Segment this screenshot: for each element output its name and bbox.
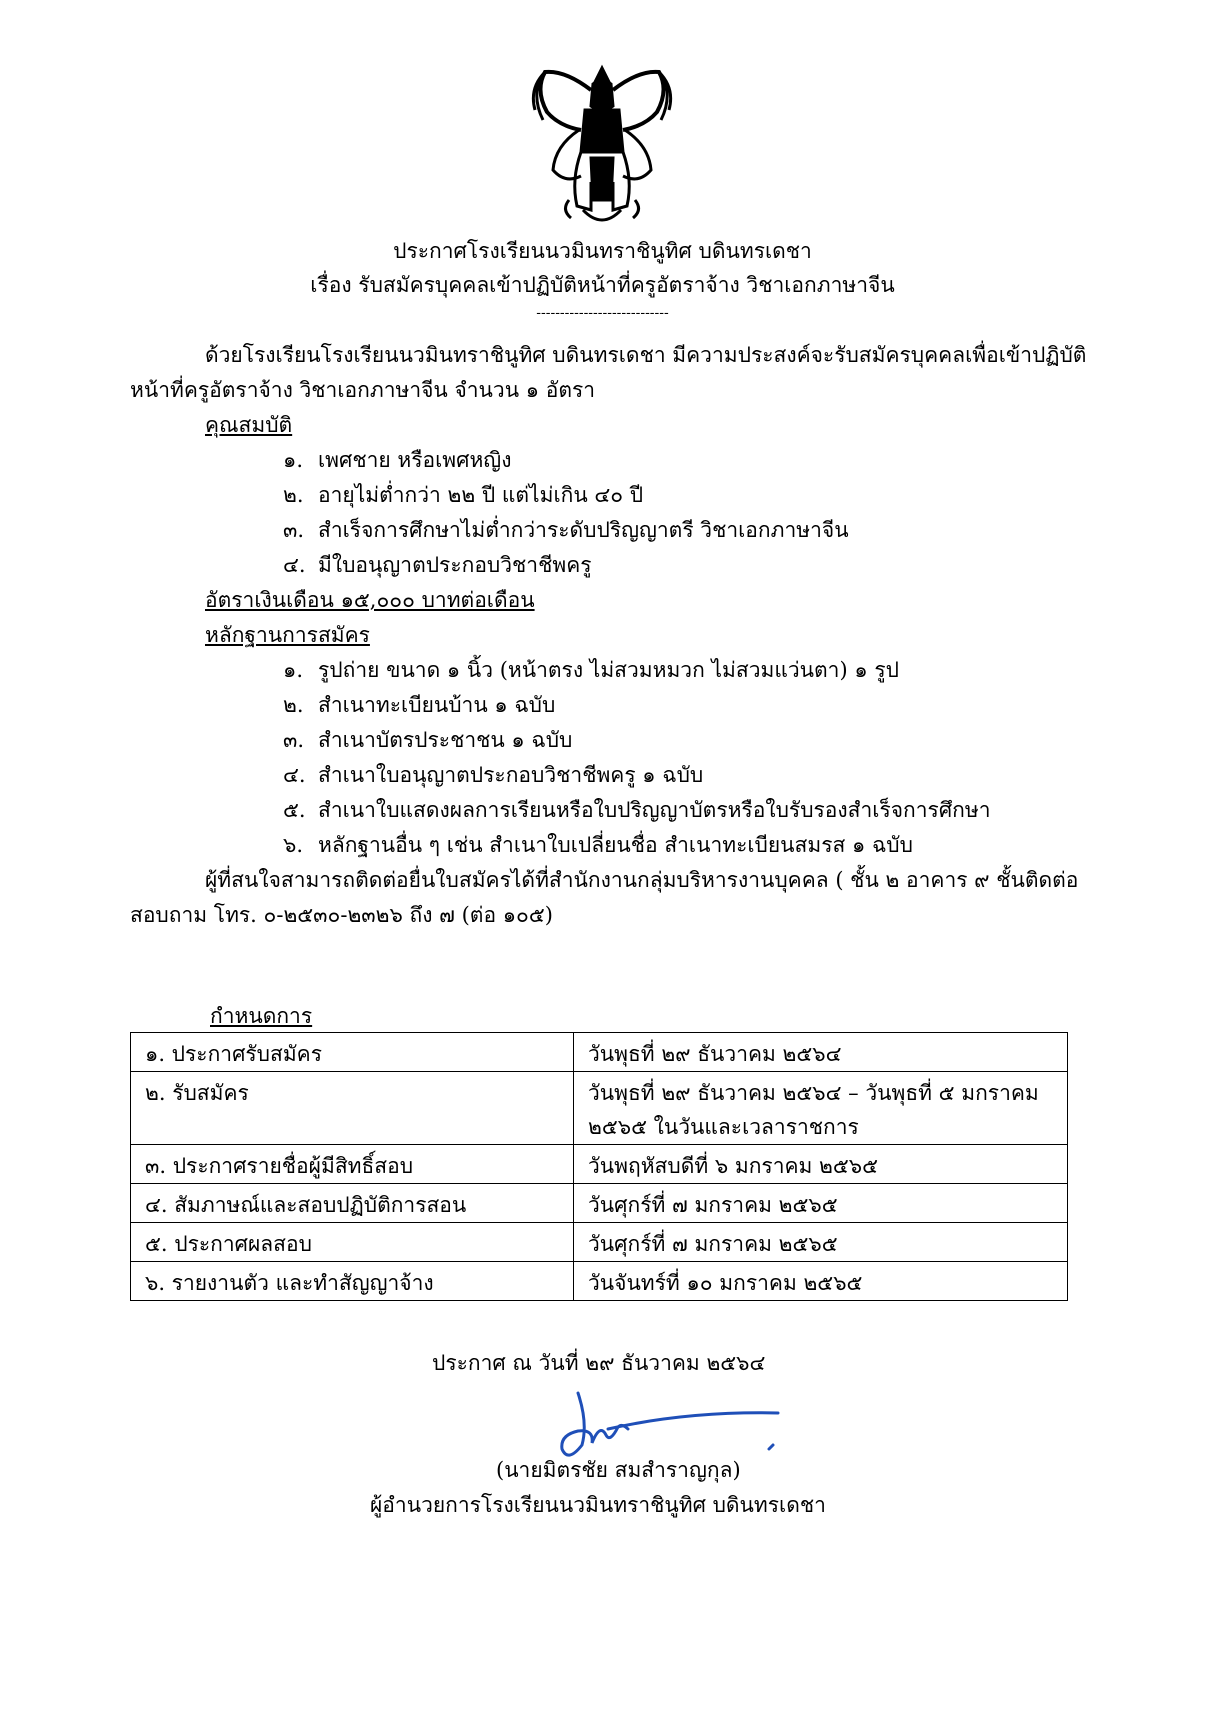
signatory-name: (นายมิตรชัย สมสำราญกุล) <box>496 1458 741 1482</box>
document-number: ๔. <box>283 763 306 787</box>
table-row <box>131 1033 1068 1072</box>
schedule-date: วันพุธที่ ๒๙ ธันวาคม ๒๕๖๔ <box>574 1033 1068 1072</box>
schedule-date: วันศุกร์ที่ ๗ มกราคม ๒๕๖๕ <box>574 1184 1068 1223</box>
qualification-item: มีใบอนุญาตประกอบวิชาชีพครู <box>318 553 592 577</box>
qualification-item: เพศชาย หรือเพศหญิง <box>318 448 512 472</box>
qualification-item: สำเร็จการศึกษาไม่ต่ำกว่าระดับปริญญาตรี วิชาเอกภาษาจีน <box>318 518 849 542</box>
announcement-subject: เรื่อง รับสมัครบุคคลเข้าปฏิบัติหน้าที่ครูอัตราจ้าง วิชาเอกภาษาจีน <box>310 273 895 297</box>
schedule-event: ๒. รับสมัคร <box>131 1072 574 1145</box>
schedule-heading: กำหนดการ <box>210 1004 313 1028</box>
announcement-title: ประกาศโรงเรียนนวมินทราชินูทิศ บดินทรเดชา <box>393 239 812 263</box>
schedule-event: ๔. สัมภาษณ์และสอบปฏิบัติการสอน <box>131 1184 574 1223</box>
schedule-event: ๓. ประกาศรายชื่อผู้มีสิทธิ์สอบ <box>131 1145 574 1184</box>
schedule-table <box>130 1032 1068 1301</box>
schedule-event: ๖. รายงานตัว และทำสัญญาจ้าง <box>131 1262 574 1301</box>
announcement-date: ประกาศ ณ วันที่ ๒๙ ธันวาคม ๒๕๖๔ <box>432 1351 766 1375</box>
table-row <box>131 1262 1068 1301</box>
document-number: ๖. <box>283 833 304 857</box>
table-row <box>131 1223 1068 1262</box>
document-item: รูปถ่าย ขนาด ๑ นิ้ว (หน้าตรง ไม่สวมหมวก ไม่สวมแว่นตา) ๑ รูป <box>318 658 899 682</box>
table-row <box>131 1184 1068 1223</box>
document-item: สำเนาใบอนุญาตประกอบวิชาชีพครู ๑ ฉบับ <box>318 763 704 787</box>
qualification-number: ๒. <box>283 483 304 507</box>
document-number: ๑. <box>283 658 304 682</box>
signatory-title: ผู้อำนวยการโรงเรียนนวมินทราชินูทิศ บดินทรเดชา <box>370 1493 826 1517</box>
schedule-date: วันพุธที่ ๒๙ ธันวาคม ๒๕๖๔ – วันพุธที่ ๕ มกราคม ๒๕๖๕ ในวันและเวลาราชการ <box>574 1072 1068 1145</box>
schedule-event: ๑. ประกาศรับสมัคร <box>131 1033 574 1072</box>
schedule-date: วันจันทร์ที่ ๑๐ มกราคม ๒๕๖๕ <box>574 1262 1068 1301</box>
document-item: หลักฐานอื่น ๆ เช่น สำเนาใบเปลี่ยนชื่อ สำเนาทะเบียนสมรส ๑ ฉบับ <box>318 833 913 857</box>
document-number: ๓. <box>283 728 305 752</box>
documents-heading: หลักฐานการสมัคร <box>205 623 370 647</box>
contact-line-1: ผู้ที่สนใจสามารถติดต่อยื่นใบสมัครได้ที่สำนักงานกลุ่มบริหารงานบุคคล ( ชั้น ๒ อาคาร ๙ ชั้นติดต่อ <box>205 868 1079 892</box>
salary-rate: อัตราเงินเดือน ๑๕,๐๐๐ บาทต่อเดือน <box>205 588 535 612</box>
document-item: สำเนาบัตรประชาชน ๑ ฉบับ <box>318 728 573 752</box>
intro-line-1: ด้วยโรงเรียนโรงเรียนนวมินทราชินูทิศ บดินทรเดชา มีความประสงค์จะรับสมัครบุคคลเพื่อเข้าปฏิบัติ <box>205 343 1087 367</box>
contact-line-2: สอบถาม โทร. ๐-๒๕๓๐-๒๓๒๖ ถึง ๗ (ต่อ ๑๐๕) <box>130 903 553 927</box>
schedule-date: วันศุกร์ที่ ๗ มกราคม ๒๕๖๕ <box>574 1223 1068 1262</box>
document-item: สำเนาใบแสดงผลการเรียนหรือใบปริญญาบัตรหรือใบรับรองสำเร็จการศึกษา <box>318 798 991 822</box>
qualification-number: ๓. <box>283 518 305 542</box>
garuda-emblem-icon <box>525 60 680 235</box>
header-divider: ---------------------------- <box>536 305 669 321</box>
document-item: สำเนาทะเบียนบ้าน ๑ ฉบับ <box>318 693 556 717</box>
document-number: ๕. <box>283 798 306 822</box>
intro-line-2: หน้าที่ครูอัตราจ้าง วิชาเอกภาษาจีน จำนวน ๑ อัตรา <box>130 378 596 402</box>
table-row <box>131 1072 1068 1145</box>
qualification-number: ๔. <box>283 553 306 577</box>
qualifications-heading: คุณสมบัติ <box>205 413 293 437</box>
qualification-item: อายุไม่ต่ำกว่า ๒๒ ปี แต่ไม่เกิน ๔๐ ปี <box>318 483 644 507</box>
schedule-date: วันพฤหัสบดีที่ ๖ มกราคม ๒๕๖๕ <box>574 1145 1068 1184</box>
table-row <box>131 1145 1068 1184</box>
document-number: ๒. <box>283 693 304 717</box>
schedule-event: ๕. ประกาศผลสอบ <box>131 1223 574 1262</box>
qualification-number: ๑. <box>283 448 304 472</box>
